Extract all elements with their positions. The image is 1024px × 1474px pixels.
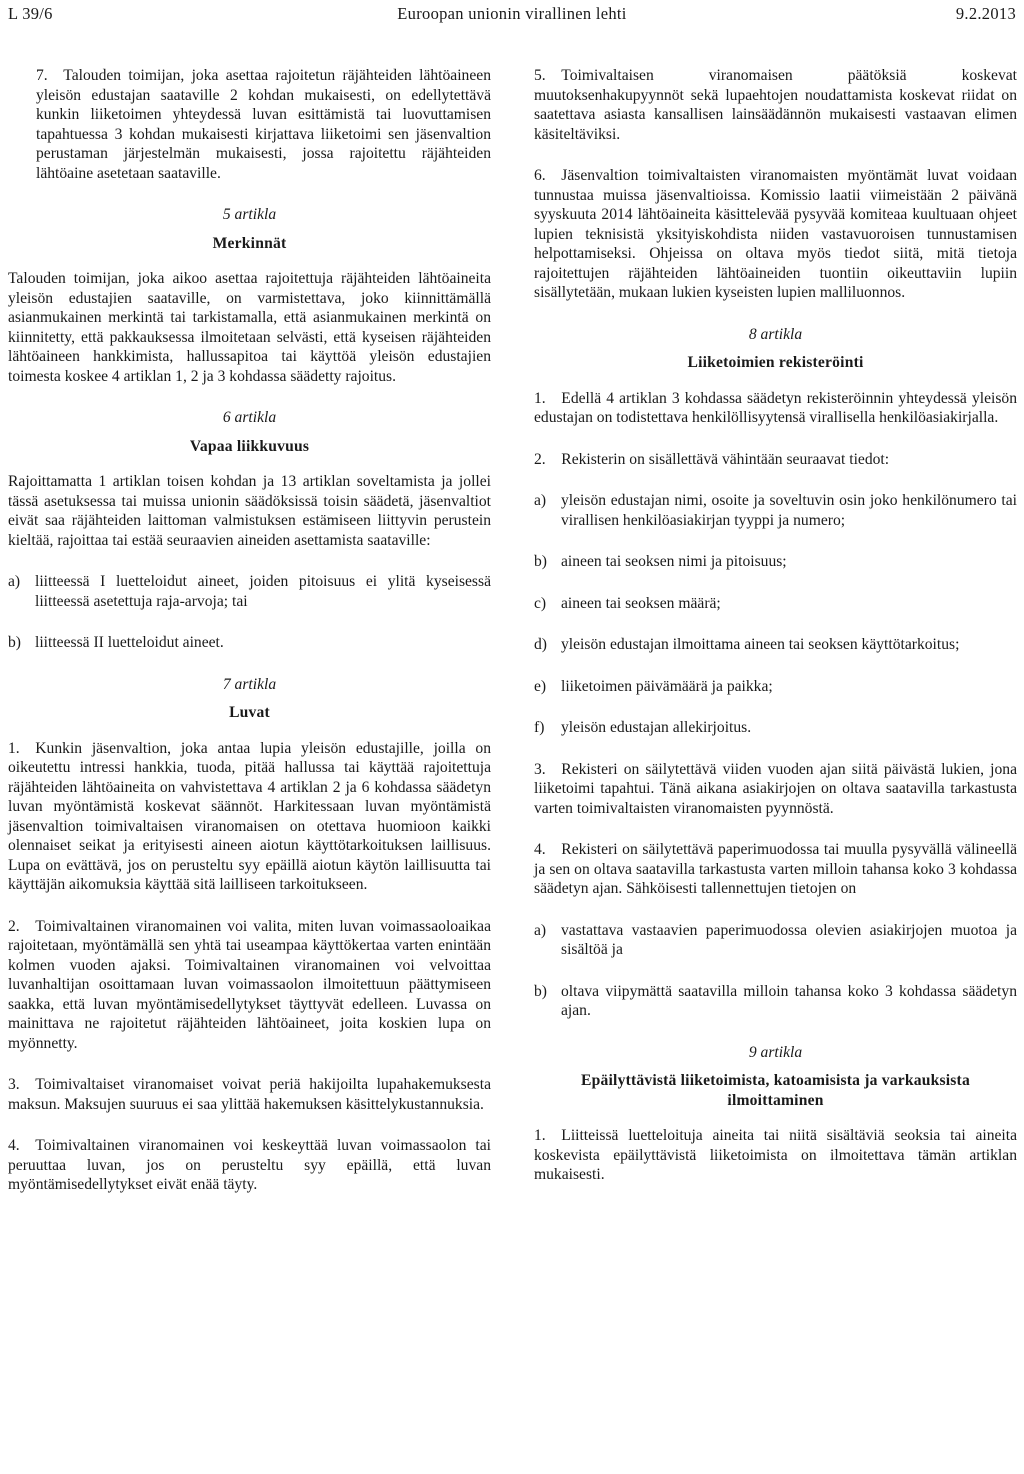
- list-item-text: yleisön edustajan ilmoittama aineen tai seoksen käyttötarkoitus;: [561, 636, 960, 653]
- list-item-text: oltava viipymättä saatavilla milloin tahansa koko 3 kohdassa säädetyn ajan.: [561, 982, 1017, 1019]
- list-item: [534, 921, 1017, 960]
- article-8-number: 8 artikla: [748, 325, 803, 343]
- list-item-text: vastattava vastaavien paperimuodossa olevien asiakirjojen muotoa ja sisältöä ja: [561, 921, 1017, 958]
- article-6-text: Rajoittamatta 1 artiklan toisen kohdan ja 13 artiklan soveltamista ja jollei tässä asetuksessa tai muissa unionin säädöksissä toisin säädetä, jäsenvaltiot eivät saa räjähteiden laittoman valmistuksen estämiseen liittyvin perustein kieltää, rajoittaa tai estää seuraavien aineiden asettamista saataville:: [8, 473, 491, 549]
- article-6-number: 6 artikla: [222, 409, 277, 426]
- article-7-paragraph-1: 1. Kunkin jäsenvaltion, joka antaa lupia yleisön edustajille, joilla on oikeutettu intressi hankkia, tuoda, pitää hallussa tai käyttää rajoitettuja räjähteiden lähtöaineita on vahvistettava 4 artiklan 2 ja 6 kohdassa säädetyn luvan myöntämistä koskevat säännöt. Harkitessaan luvan myöntämistä jäsenvaltion toimivaltaisen viranomaisen on otettava huomioon kaikki olennaiset seikat ja erityisesti aineen aiotun käyttötarkoituksen laillisuus. Lupa on evättävä, jos on perusteltu syy epäillä aiotun käytön laillisuutta tai käyttäjän aikomuksia käyttää sitä lailliseen tarkoitukseen.: [8, 739, 491, 893]
- article-7-paragraph-3: 3. Toimivaltaiset viranomaiset voivat periä hakijoilta lupahakemuksesta maksun. Maksujen suuruus ei saa ylittää hakemuksen käsittelykustannuksia.: [8, 1076, 491, 1113]
- article-5-text: Talouden toimijan, joka aikoo asettaa rajoitettuja räjähteiden lähtöaineita yleisön edustajien saataville, on varmistettava, joko kiinnittämällä asianmukainen merkintä tai tarkistamalla, että asianmukainen merkintä on kiinnitetty, että pakkauksessa ilmoitetaan selvästi, että kyseisen räjähteiden lähtöaineen hankkimista, hallussapitoa tai käyttöä yleisön edustajien toimesta koskee 4 artiklan 1, 2 ja 3 kohdassa säädetty rajoitus.: [8, 270, 491, 385]
- list-item: [8, 572, 491, 611]
- article-7-title: Luvat: [229, 704, 270, 721]
- left-column: [8, 66, 491, 1217]
- list-item-label: a): [8, 573, 21, 590]
- list-item-label: d): [534, 636, 547, 653]
- article-8-paragraph-2: 2. Rekisterin on sisällettävä vähintään seuraavat tiedot:: [534, 450, 890, 468]
- article-7-paragraph-5: 5. Toimivaltaisen viranomaisen päätöksiä koskevat muutoksenhakupyynnöt sekä lupaehtojen noudattamista koskevat riidat on saatettava asiasta kansallisen lainsäädännön mukaisesti vastaavan elimen käsiteltäviksi.: [534, 67, 1017, 143]
- list-item-text: liitteessä I luetteloidut aineet, joiden pitoisuus ei ylitä kyseisessä liitteessä asetettuja raja-arvoja; tai: [35, 573, 491, 610]
- list-item: [534, 677, 1017, 697]
- list-item-label: f): [534, 719, 545, 736]
- article-8-title: Liiketoimien rekisteröinti: [687, 354, 864, 371]
- paragraph-7: 7. Talouden toimijan, joka asettaa rajoitetun räjähteiden lähtöaineen yleisön edustajan saataville 2 kohdan mukaisesti, on edellytettävä kunkin liiketoimen yhteydessä luvan esittämistä tai luovuttamisen tapahtuessa 3 kohdan mukaisesti kirjattava liiketoimi sen jäsenvaltion perustaman järjestelmän mukaisesti, jossa rajoitettu räjähteiden lähtöaine asetetaan saataville.: [36, 67, 491, 182]
- publication-date: 9.2.2013: [955, 4, 1016, 23]
- list-item: [534, 594, 1017, 614]
- article-5-number: 5 artikla: [222, 206, 277, 223]
- article-9-title: Epäilyttävistä liiketoimista, katoamisista ja varkauksista ilmoittaminen: [581, 1072, 970, 1109]
- list-item: [534, 491, 1017, 530]
- list-item-label: b): [8, 634, 21, 651]
- list-item-label: b): [534, 982, 547, 1000]
- list-item-text: yleisön edustajan allekirjoitus.: [561, 719, 752, 736]
- article-8-paragraph-4: 4. Rekisteri on säilytettävä paperimuodossa tai muulla pysyvällä välineellä ja sen on oltava saatavilla tarkastusta varten milloin tahansa koko 3 kohdassa säädetyn ajan. Sähköisesti tallennettujen tietojen on: [534, 841, 1017, 897]
- right-column: [534, 66, 1017, 1207]
- list-item: [534, 552, 1017, 572]
- list-item-text: aineen tai seoksen nimi ja pitoisuus;: [561, 553, 787, 570]
- page-number: L 39/6: [8, 4, 53, 23]
- article-7-paragraph-2: 2. Toimivaltainen viranomainen voi valita, miten luvan voimassaoloaikaa rajoitetaan, myöntämällä sen yhtä tai useampaa käyttökertaa varten enintään kolmen vuoden ajaksi. Toimivaltainen viranomainen voi velvoittaa luvanhaltijan osoittamaan luvan voimassaolon ilmoitettuun päättymiseen saakka, että luvan myöntämisedellytykset täyttyvät edelleen. Luvassa on mainittava ne rajoitetut räjähteiden lähtöaineet, joita koskien lupa on myönnetty.: [8, 917, 491, 1052]
- article-9-number: 9 artikla: [748, 1043, 803, 1061]
- list-item-label: a): [534, 492, 547, 509]
- list-item-text: aineen tai seoksen määrä;: [561, 594, 721, 612]
- article-9-paragraph-1: 1. Liitteissä luetteloituja aineita tai niitä sisältäviä seoksia tai aineita koskevista epäilyttävistä liiketoimista on ilmoitettava tämän artiklan mukaisesti.: [534, 1127, 1017, 1183]
- list-item: [8, 633, 491, 653]
- page-header: [8, 4, 1016, 34]
- article-7-paragraph-6: 6. Jäsenvaltion toimivaltaisten viranomaisten myöntämät luvat voidaan tunnustaa muissa jäsenvaltioissa. Komissio laatii viimeistään 2 päivänä syyskuuta 2014 lähtöaineita käsittelevää pysyvää komiteaa kuultuaan ohjeet lupien teknisistä yksityiskohdista niiden vastavuoroisen tunnustamisen helpottamiseksi. Ohjeissa on oltava myös tiedot siitä, mitä tietoja rajoitettujen räjähteiden lähtöaineiden tuontiin oikeuttaviin lupiin sisällytetään, mukaan lukien kyseisten lupien malliluonnos.: [534, 167, 1017, 301]
- list-item-text: liiketoimen päivämäärä ja paikka;: [561, 677, 773, 695]
- list-item: [534, 635, 1017, 655]
- list-item-label: a): [534, 921, 547, 939]
- article-7-number: 7 artikla: [222, 675, 277, 693]
- list-item-text: yleisön edustajan nimi, osoite ja soveltuvin osin joko henkilönumero tai virallisen henkilöasiakirjan tyyppi ja numero;: [561, 492, 1017, 529]
- article-5-title: Merkinnät: [212, 234, 287, 252]
- journal-title: Euroopan unionin virallinen lehti: [397, 4, 627, 23]
- list-item-label: b): [534, 553, 547, 570]
- article-6-title: Vapaa liikkuvuus: [189, 437, 310, 455]
- list-item-text: liitteessä II luetteloidut aineet.: [35, 634, 224, 651]
- article-8-paragraph-3: 3. Rekisteri on säilytettävä viiden vuoden ajan siitä päivästä lukien, jona liiketoimi tapahtui. Tänä aikana asiakirjojen on oltava saatavilla tarkastusta varten toimivaltaisten viranomaisten pyynnöstä.: [534, 760, 1017, 817]
- article-7-paragraph-4: 4. Toimivaltainen viranomainen voi keskeyttää luvan voimassaolon tai peruuttaa luvan, jos on perusteltu syy epäillä, että luvan myöntämisedellytykset eivät enää täyty.: [8, 1137, 491, 1193]
- list-item-label: e): [534, 677, 547, 695]
- list-item-label: c): [534, 594, 547, 612]
- list-item: [534, 982, 1017, 1021]
- article-8-paragraph-1: 1. Edellä 4 artiklan 3 kohdassa säädetyn rekisteröinnin yhteydessä yleisön edustajan on todistettava henkilöllisyytensä virallisella henkilöasiakirjalla.: [534, 389, 1017, 426]
- list-item: [534, 718, 1017, 738]
